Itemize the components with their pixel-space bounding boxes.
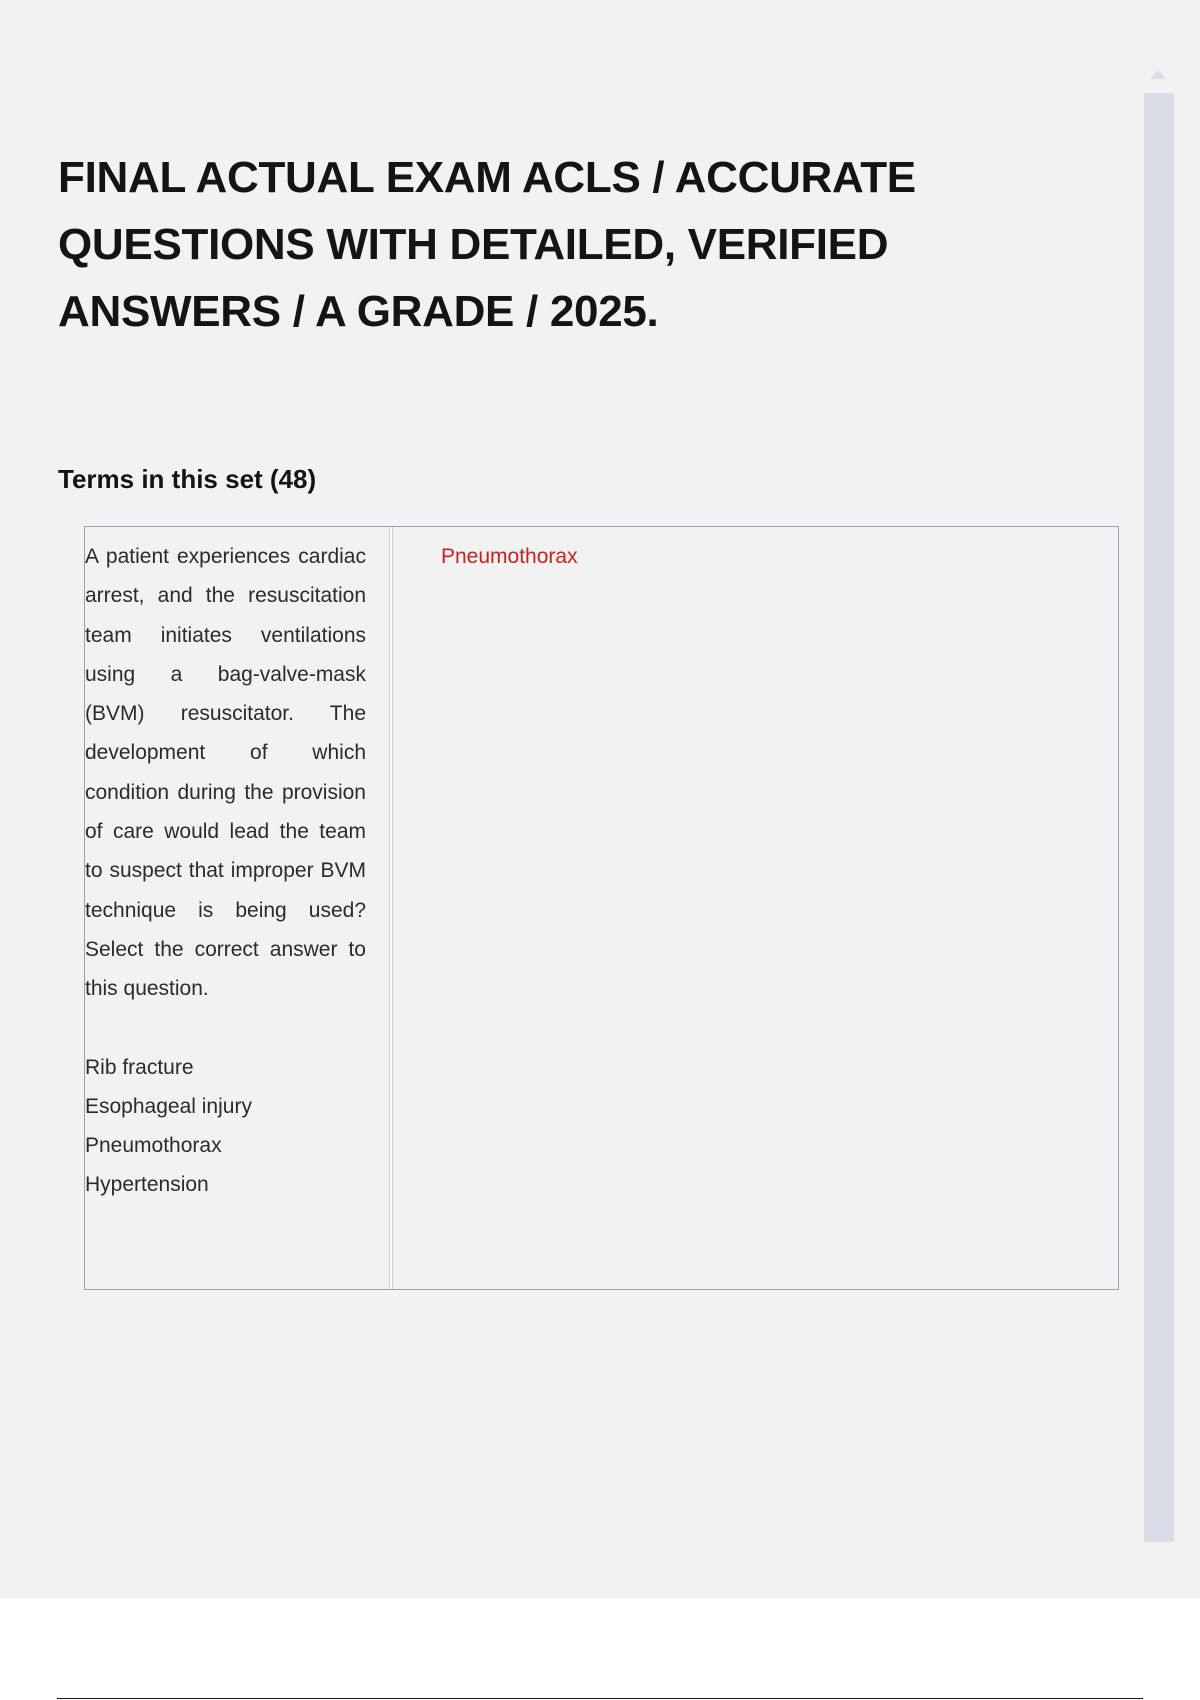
title-line: ANSWERS / A GRADE / 2025. [58,287,659,336]
vertical-scrollbar[interactable] [1144,93,1174,1542]
scroll-up-arrow-icon[interactable] [1150,70,1166,79]
title-line: FINAL ACTUAL EXAM ACLS / ACCURATE [58,153,916,202]
terms-count-heading: Terms in this set (48) [58,464,317,494]
answer-option: Rib fracture [85,1055,194,1079]
document-title [58,144,1058,345]
question-text: A patient experiences cardiac arrest, and the resuscitation team initiates ventilations using a bag-valve-mask (BVM) resuscitator. The development of which condition during the provision of care would lead the team to suspect that improper BVM technique is being used? Select the correct answer to this question. [85,545,366,1001]
footer-rule [57,1698,1143,1699]
flashcard [84,526,1119,1290]
card-term [85,537,366,1205]
title-line: QUESTIONS WITH DETAILED, VERIFIED [58,220,889,269]
answer-option: Pneumothorax [85,1134,222,1158]
answer-option: Esophageal injury [85,1094,252,1118]
card-divider [389,527,393,1289]
answer-option: Hypertension [85,1173,209,1197]
answer-options-list [85,1048,366,1205]
card-definition-answer: Pneumothorax [441,545,578,568]
